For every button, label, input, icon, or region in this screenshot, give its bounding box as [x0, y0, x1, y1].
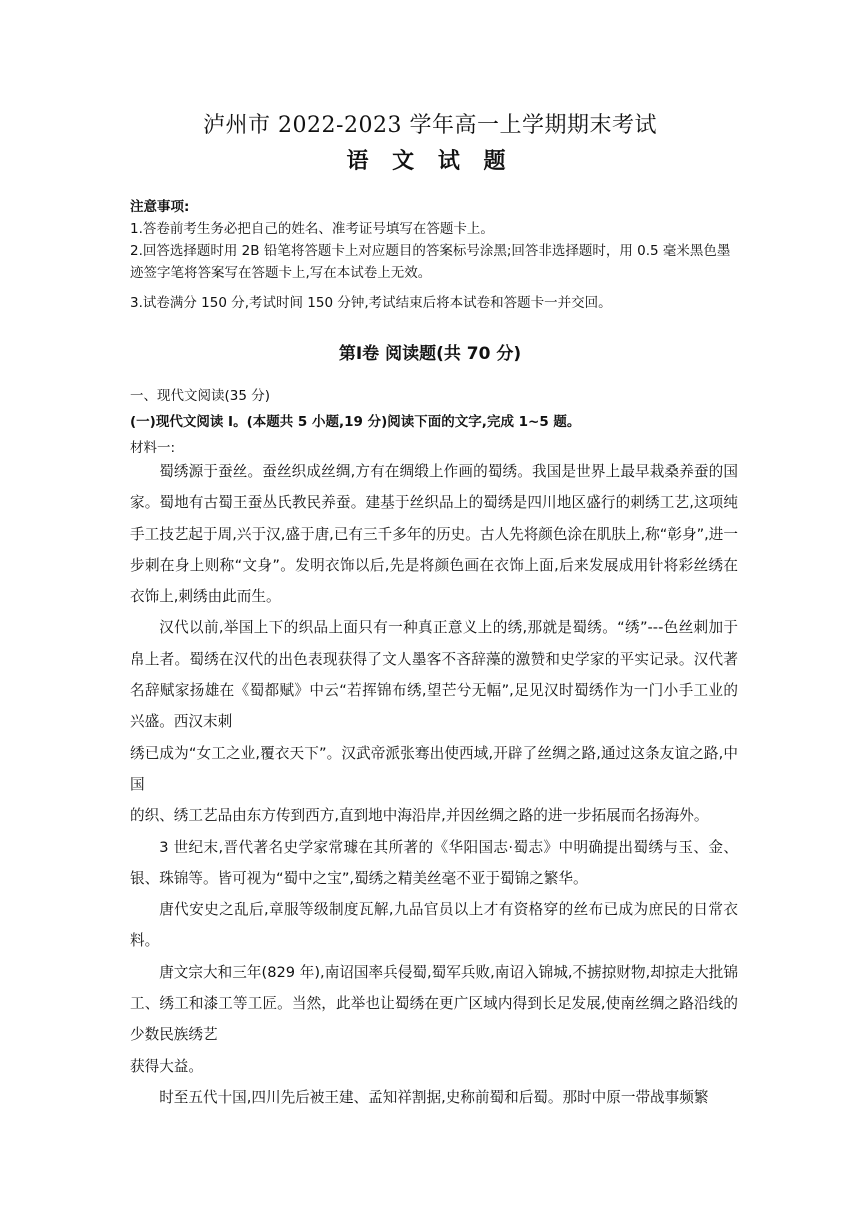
- reading-instruction: (一)现代文阅读 I。(本题共 5 小题,19 分)阅读下面的文字,完成 1~5 题。: [130, 414, 581, 430]
- notice-item-1: 1.答卷前考生务必把自己的姓名、准考证号填写在答题卡上。: [130, 221, 494, 237]
- passage-paragraph-2: 汉代以前,举国上下的织品上面只有一种真正意义上的绣,那就是蜀绣。“绣”---色丝刺加于帛上者。蜀绣在汉代的出色表现获得了文人墨客不吝辞藻的激赞和史学家的平实记录。汉代著名辞赋家扬雄在《蜀都赋》中云“若挥锦布绣,望芒兮无幅”,足见汉时蜀绣作为一门小手工业的兴盛。西汉末刺: [130, 619, 738, 731]
- passage-paragraph-3: 绣已成为“女工之业,覆衣天下”。汉武帝派张骞出使西域,开辟了丝绸之路,通过这条友谊之路,中国: [130, 744, 738, 793]
- notice-heading: 注意事项:: [130, 199, 190, 215]
- passage-paragraph-5: 3 世纪末,晋代著名史学家常璩在其所著的《华阳国志·蜀志》中明确提出蜀绣与玉、金、银、珠锦等。皆可视为“蜀中之宝”,蜀绣之精美丝毫不亚于蜀锦之繁华。: [130, 838, 738, 887]
- passage-paragraph-6: 唐代安史之乱后,章服等级制度瓦解,九品官员以上才有资格穿的丝布已成为庶民的日常衣料。: [130, 901, 738, 950]
- section-title: 第Ⅰ卷 阅读题(共 70 分): [338, 344, 522, 364]
- passage-paragraph-4: 的织、绣工艺品由东方传到西方,直到地中海沿岸,并因丝绸之路的进一步拓展而名扬海外。: [130, 807, 709, 825]
- notice-item-2: 2.回答选择题时用 2B 铅笔将答题卡上对应题目的答案标号涂黑;回答非选择题时，用 0.5 毫米黑色墨迹签字笔将答案写在答题卡上,写在本试卷上无效。: [130, 243, 731, 281]
- notice-item-3: 3.试卷满分 150 分,考试时间 150 分钟,考试结束后将本试卷和答题卡一并交回。: [130, 295, 612, 311]
- exam-title: 泸州市 2022-2023 学年高一上学期期末考试: [203, 113, 657, 138]
- passage-paragraph-9: 时至五代十国,四川先后被王建、孟知祥割据,史称前蜀和后蜀。那时中原一带战事频繁: [159, 1088, 709, 1106]
- exam-subject-title: 语 文 试 题: [346, 148, 514, 174]
- passage-paragraph-7: 唐文宗大和三年(829 年),南诏国率兵侵蜀,蜀军兵败,南诏入锦城,不掳掠财物,却掠走大批锦工、绣工和漆工等工匠。当然，此举也让蜀绣在更广区域内得到长足发展,使南丝绸之路沿线的少数民族绣艺: [130, 963, 738, 1044]
- passage-body: [130, 456, 738, 1113]
- passage-paragraph-8: 获得大益。: [130, 1057, 203, 1075]
- passage-paragraph-1: 蜀绣源于蚕丝。蚕丝织成丝绸,方有在绸缎上作画的蜀绣。我国是世界上最早栽桑养蚕的国家。蜀地有古蜀王蚕丛氏教民养蚕。建基于丝织品上的蜀绣是四川地区盛行的刺绣工艺,这项纯手工技艺起于周,兴于汉,盛于唐,已有三千多年的历史。古人先将颜色涂在肌肤上,称“彰身”,进一步刺在身上则称“文身”。发明衣饰以后,先是将颜色画在衣饰上面,后来发展成用针将彩丝绣在衣饰上,刺绣由此而生。: [130, 463, 738, 606]
- material-label: 材料一:: [130, 440, 176, 456]
- part-heading: 一、现代文阅读(35 分): [130, 388, 271, 404]
